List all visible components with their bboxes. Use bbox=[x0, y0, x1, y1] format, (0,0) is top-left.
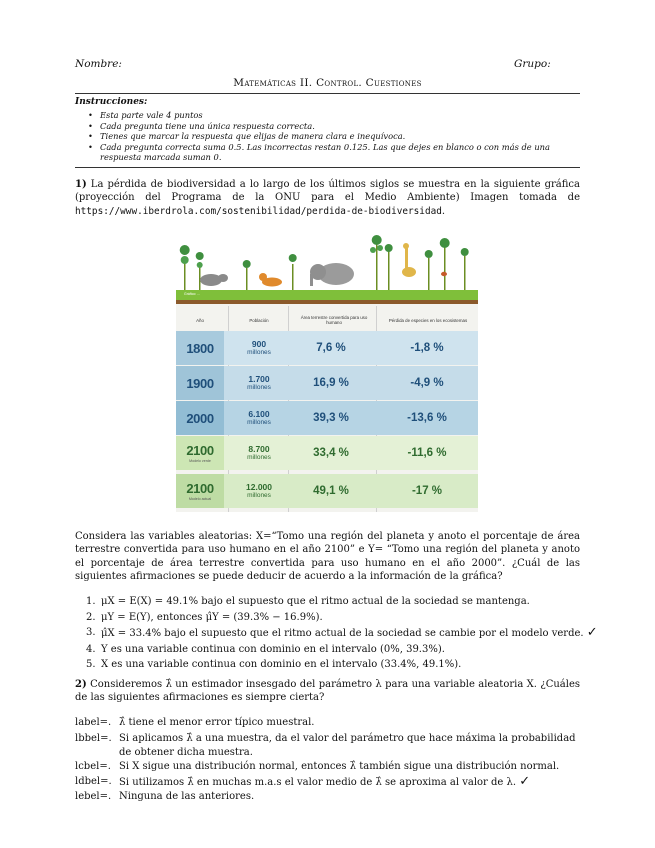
tiger-icon bbox=[259, 273, 282, 287]
table-row bbox=[176, 436, 478, 470]
population-cell bbox=[234, 331, 284, 365]
table-row bbox=[176, 401, 478, 435]
q1-url-end: . bbox=[441, 205, 446, 217]
header-loss: Pérdida de especies en los ecosistemas bbox=[388, 317, 468, 323]
option-text: Y es una variable continua con dominio en el intervalo (0%, 39.3%). bbox=[101, 643, 445, 655]
q1-option-2[interactable] bbox=[86, 610, 598, 626]
instruction-item: • Tienes que marcar la respuesta que elijas de manera clara e inequívoca. bbox=[88, 131, 578, 142]
option-number: 4. bbox=[86, 643, 96, 655]
year-subtitle: Modelo actual bbox=[188, 497, 212, 501]
year-value: 1800 bbox=[186, 340, 214, 356]
infographic-sky bbox=[176, 228, 478, 290]
loss-value: -1,8 % bbox=[410, 342, 444, 354]
population-value: 6.100 bbox=[248, 409, 270, 419]
q2-statement-text: Consideremos λ̂ un estimador insesgado del parámetro λ para una variable aleatoria X. ¿Cuáles de las siguientes afirmaciones es siempre cierta? bbox=[75, 679, 580, 704]
year-value: 2000 bbox=[186, 410, 214, 426]
option-text: λ̂ tiene el menor error típico muestral. bbox=[119, 717, 315, 728]
option-text: Si aplicamos λ̂ a una muestra, da el valor del parámetro que hace máxima la probabilidad de obtener dicha muestra. bbox=[119, 733, 576, 758]
q1-intro-text: La pérdida de biodiversidad a lo largo de los últimos siglos se muestra en la siguiente gráfica (proyección del Programa de la ONU para el Medio Ambiente) Imagen tomada de bbox=[75, 179, 580, 204]
area-value: 39,3 % bbox=[313, 412, 349, 424]
option-label: ldbel=. bbox=[75, 776, 112, 787]
population-cell bbox=[234, 474, 284, 508]
name-label: Nombre: bbox=[75, 58, 122, 70]
instruction-item: • Esta parte vale 4 puntos bbox=[88, 110, 578, 121]
table-row bbox=[176, 331, 478, 365]
area-value: 7,6 % bbox=[316, 342, 346, 354]
area-value: 33,4 % bbox=[313, 447, 349, 459]
option-label: lebel=. bbox=[75, 791, 112, 802]
option-number: 5. bbox=[86, 659, 96, 671]
population-cell bbox=[234, 436, 284, 470]
checkmark-icon: ✓ bbox=[519, 774, 531, 789]
landscape-illustration bbox=[176, 228, 478, 290]
loss-value: -13,6 % bbox=[407, 412, 447, 424]
header-population: Población bbox=[249, 317, 269, 323]
option-text: μ̂X = 33.4% bajo el supuesto que el ritmo actual de la sociedad se cambie por el modelo verde. bbox=[101, 628, 584, 640]
year-cell bbox=[176, 366, 224, 400]
instructions-list bbox=[88, 110, 578, 163]
year-subtitle: Modelo verde bbox=[189, 459, 211, 463]
year-cell bbox=[176, 331, 224, 365]
infographic-soil bbox=[176, 300, 478, 304]
year-cell bbox=[176, 474, 224, 508]
population-cell bbox=[234, 366, 284, 400]
population-value: 8.700 bbox=[248, 444, 270, 454]
checkmark-icon: ✓ bbox=[586, 625, 598, 641]
instruction-item: • Cada pregunta correcta suma 0.5. Las incorrectas restan 0.125. Las que dejes en blanco o con más de una respuesta marcada suman 0. bbox=[88, 142, 578, 163]
population-unit: millones bbox=[247, 454, 271, 461]
instructions-title: Instrucciones: bbox=[75, 97, 148, 107]
option-label: lbbel=. bbox=[75, 733, 112, 744]
q1-option-1[interactable] bbox=[86, 594, 598, 610]
q1-source-url[interactable]: https://www.iberdrola.com/sostenibilidad/perdida-de-biodiversidad bbox=[75, 205, 442, 217]
loss-value: -17 % bbox=[411, 485, 443, 497]
option-number: 2. bbox=[86, 611, 96, 623]
option-number: 3. bbox=[86, 627, 96, 639]
option-text: μY = E(Y), entonces μ̂Y = (39.3% − 16.9%). bbox=[101, 611, 323, 623]
loss-value: -11,6 % bbox=[407, 447, 447, 459]
year-value: 1900 bbox=[186, 375, 214, 391]
area-value: 16,9 % bbox=[313, 377, 349, 389]
population-value: 1.700 bbox=[248, 374, 270, 384]
year-cell bbox=[176, 401, 224, 435]
option-text: X es una variable continua con dominio en el intervalo (33.4%, 49.1%). bbox=[101, 659, 462, 671]
population-unit: millones bbox=[247, 492, 271, 499]
infographic-grass bbox=[176, 290, 478, 300]
year-value: 2100 bbox=[186, 481, 214, 496]
population-value: 12.000 bbox=[246, 482, 272, 492]
group-label: Grupo: bbox=[514, 58, 551, 70]
population-unit: millones bbox=[247, 419, 271, 426]
area-value: 49,1 % bbox=[313, 485, 349, 497]
q2-number: 2) bbox=[75, 679, 87, 690]
option-text-wrap bbox=[119, 775, 580, 790]
q1-options bbox=[86, 594, 598, 673]
q1-statement: Considera las variables aleatorias: X=“Tomo una región del planeta y anoto el porcentaje de área terrestre convertida para uso humano en el año 2100” e Y= “Tomo una región del planeta y anoto el porcentaje de área terrestre convertida para uso humano en el año 2000”. ¿Cuál de las siguientes afirmaciones se puede deducir de acuerdo a la información de la gráfica? bbox=[75, 531, 580, 583]
year-cell bbox=[176, 436, 224, 470]
q1-intro bbox=[75, 178, 580, 218]
top-divider bbox=[75, 93, 580, 94]
rhino-icon bbox=[200, 274, 228, 286]
instruction-item: • Cada pregunta tiene una única respuesta correcta. bbox=[88, 121, 578, 132]
year-value: 2100 bbox=[186, 443, 214, 458]
table-header bbox=[176, 306, 478, 334]
table-row bbox=[176, 366, 478, 400]
q1-option-3[interactable] bbox=[86, 625, 598, 642]
q1-number: 1) bbox=[75, 179, 87, 190]
header-year: Año bbox=[196, 317, 204, 323]
option-label: lcbel=. bbox=[75, 761, 111, 772]
q1-option-4[interactable] bbox=[86, 642, 598, 658]
table-row bbox=[176, 474, 478, 508]
infographic-caption: Gráfico: ... bbox=[184, 292, 201, 296]
q1-option-5[interactable] bbox=[86, 657, 598, 673]
population-value: 900 bbox=[251, 339, 267, 349]
option-text: Ninguna de las anteriores. bbox=[119, 791, 255, 802]
option-text: Si X sigue una distribución normal, entonces λ̂ también sigue una distribución normal. bbox=[119, 761, 560, 772]
option-number: 1. bbox=[86, 596, 96, 607]
population-cell bbox=[234, 401, 284, 435]
header-area: Área terrestre convertida para uso humano bbox=[300, 315, 368, 325]
instructions-divider bbox=[75, 167, 580, 168]
giraffe-icon bbox=[402, 243, 416, 277]
page-title: Matemáticas II. Control. Cuestiones bbox=[233, 77, 422, 89]
elephant-icon bbox=[310, 263, 354, 286]
biodiversity-infographic bbox=[176, 228, 478, 512]
bird-icon bbox=[441, 272, 447, 276]
option-text: Si utilizamos λ̂ en muchas m.a.s el valor medio de λ̂ se aproxima al valor de λ. bbox=[119, 777, 517, 788]
population-unit: millones bbox=[247, 349, 271, 356]
option-text: μX = E(X) = 49.1% bajo el supuesto que el ritmo actual de la sociedad se mantenga. bbox=[101, 596, 530, 607]
option-label: label=. bbox=[75, 717, 112, 728]
population-unit: millones bbox=[247, 384, 271, 391]
loss-value: -4,9 % bbox=[410, 377, 444, 389]
q2-statement bbox=[75, 678, 580, 705]
